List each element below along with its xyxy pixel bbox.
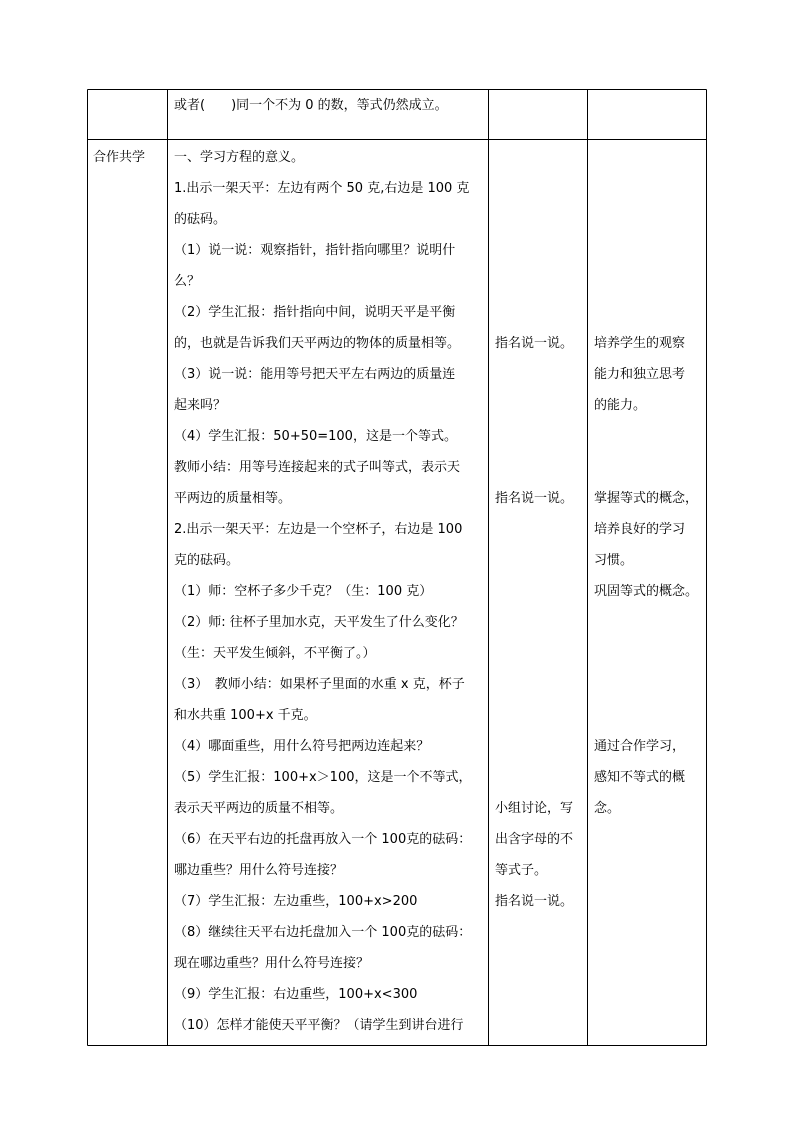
- purpose-line: 培养学生的观察: [594, 336, 686, 351]
- activity-line: 指名说一说。: [495, 336, 574, 351]
- content-line: 一、学习方程的意义。: [174, 150, 305, 165]
- content-line: 教师小结：用等号连接起来的式子叫等式，表示天: [174, 460, 461, 475]
- purpose-line: 掌握等式的概念，: [594, 491, 699, 506]
- content-line: 克的砝码。: [174, 553, 240, 568]
- content-line: 起来吗？: [174, 398, 227, 413]
- content-line: （2）师: 往杯子里加水克，天平发生了什么变化？: [174, 615, 464, 630]
- content-line: 的砝码。: [174, 212, 227, 227]
- purpose-line: 培养良好的学习: [594, 522, 686, 537]
- purpose-cell: [594, 142, 704, 824]
- content-line: 1.出示一架天平：左边有两个 50 克,右边是 100 克: [174, 181, 470, 196]
- content-line: 哪边重些？用什么符号连接？: [174, 863, 344, 878]
- content-line: 2.出示一架天平：左边是一个空杯子，右边是 100: [174, 522, 463, 537]
- content-line: 表示天平两边的质量不相等。: [174, 801, 344, 816]
- activity-line: 出含字母的不: [495, 832, 574, 847]
- content-line: （10）怎样才能使天平平衡？（请学生到讲台进行: [174, 1018, 464, 1033]
- purpose-line: 感知不等式的概: [594, 770, 686, 785]
- content-line: （4）学生汇报：50+50=100，这是一个等式。: [174, 429, 457, 444]
- activity-line: 指名说一说。: [495, 491, 574, 506]
- activity-line: 等式子。: [495, 863, 548, 878]
- activity-line: 指名说一说。: [495, 894, 574, 909]
- content-line: （5）学生汇报：100+x＞100，这是一个不等式，: [174, 770, 472, 785]
- content-line: 现在哪边重些？用什么符号连接？: [174, 956, 370, 971]
- activity-cell: [495, 142, 585, 917]
- purpose-line: 习惯。: [594, 553, 634, 568]
- row1-content-text: 或者( )同一个不为 0 的数，等式仍然成立。: [174, 98, 448, 113]
- content-line: （6）在天平右边的托盘再放入一个 100克的砝码：: [174, 832, 472, 847]
- content-line: 平两边的质量相等。: [174, 491, 292, 506]
- row1-content-cell: [174, 90, 484, 121]
- purpose-line: 的能力。: [594, 398, 647, 413]
- stage-cell: [93, 142, 165, 173]
- content-line: 的，也就是告诉我们天平两边的物体的质量相等。: [174, 336, 461, 351]
- content-line: （1）师：空杯子多少千克？（生：100 克）: [174, 584, 433, 599]
- purpose-line: 通过合作学习，: [594, 739, 686, 754]
- purpose-line: 巩固等式的概念。: [594, 584, 699, 599]
- purpose-line: 能力和独立思考: [594, 367, 686, 382]
- content-line: （3）说一说：能用等号把天平左右两边的质量连: [174, 367, 456, 382]
- content-line: 么？: [174, 274, 201, 289]
- activity-line: 小组讨论，写: [495, 801, 574, 816]
- content-line: （4）哪面重些，用什么符号把两边连起来？: [174, 739, 430, 754]
- stage-label: 合作共学: [93, 150, 146, 165]
- content-line: （8）继续往天平右边托盘加入一个 100克的砝码：: [174, 925, 472, 940]
- content-line: （1）说一说：观察指针，指针指向哪里？说明什: [174, 243, 456, 258]
- content-line: （2）学生汇报：指针指向中间，说明天平是平衡: [174, 305, 456, 320]
- content-line: 和水共重 100+x 千克。: [174, 708, 317, 723]
- content-line: （3） 教师小结：如果杯子里面的水重 x 克，杯子: [174, 677, 465, 692]
- content-line: （7）学生汇报：左边重些，100+x>200: [174, 894, 418, 909]
- content-line: （生：天平发生倾斜，不平衡了。）: [174, 646, 376, 661]
- content-line: （9）学生汇报：右边重些，100+x<300: [174, 987, 418, 1002]
- content-cell: [174, 142, 486, 1041]
- purpose-line: 念。: [594, 801, 621, 816]
